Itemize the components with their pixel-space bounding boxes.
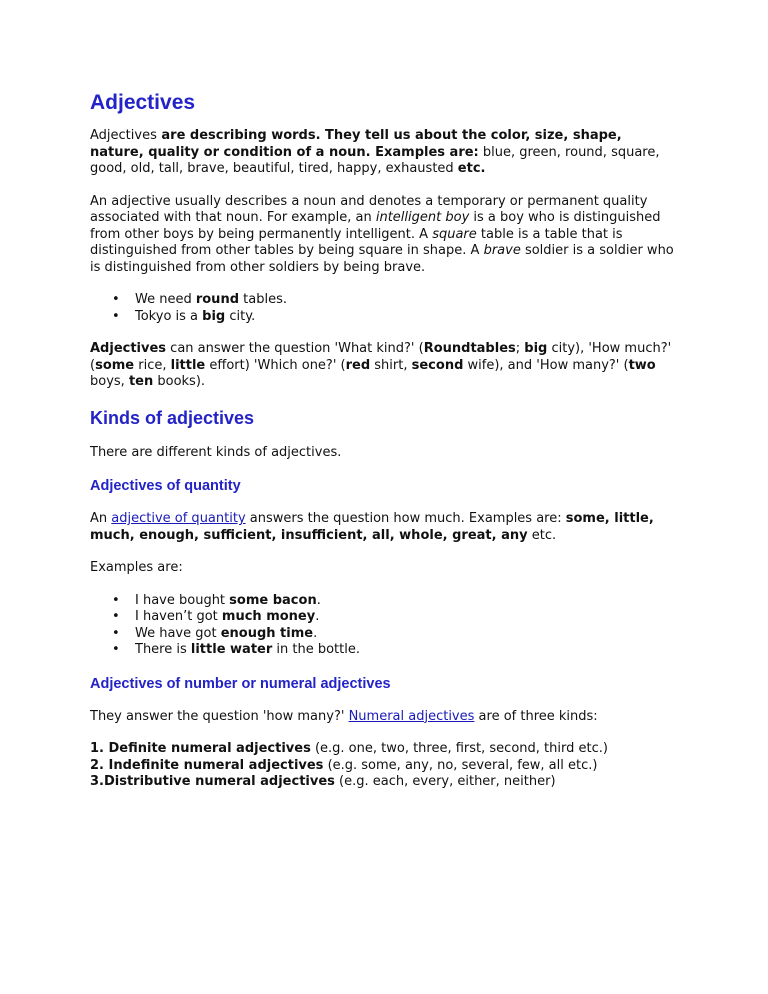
list-item: • I have bought some bacon. bbox=[112, 592, 321, 608]
example-list-1 bbox=[90, 292, 678, 325]
list-item: 1. Definite numeral adjectives (e.g. one, two, three, first, second, third etc.) bbox=[90, 741, 608, 756]
example-list-2 bbox=[90, 593, 678, 659]
kinds-heading: Kinds of adjectives bbox=[90, 407, 255, 428]
quantity-paragraph: An adjective of quantity answers the question how much. Examples are: some, little, much, enough, sufficient, insufficient, all, whole, great, any etc. bbox=[90, 511, 654, 543]
bullet-icon: • bbox=[112, 609, 120, 624]
list-item: 2. Indefinite numeral adjectives (e.g. some, any, no, several, few, all etc.) bbox=[90, 757, 598, 773]
questions-paragraph: Adjectives can answer the question 'What kind?' (Roundtables; big city), 'How much?' (some rice, little effort) 'Which one?' (red shirt, second wife), and 'How many?' (two boys, ten books). bbox=[90, 341, 672, 389]
number-paragraph: They answer the question 'how many?' Numeral adjectives are of three kinds: bbox=[90, 708, 598, 724]
intro-paragraph: Adjectives are describing words. They tell us about the color, size, shape, nature, quality or condition of a noun. Examples are: blue, green, round, square, good, old, tall, brave, beautiful, tired, happy, exhausted etc. bbox=[90, 128, 660, 176]
list-item: • Tokyo is a big city. bbox=[112, 308, 256, 324]
list-item: • We have got enough time. bbox=[112, 625, 318, 641]
bullet-icon: • bbox=[112, 308, 120, 324]
bullet-icon: • bbox=[112, 625, 120, 641]
numeral-kinds-list bbox=[90, 741, 678, 791]
list-item: 3.Distributive numeral adjectives (e.g. each, every, either, neither) bbox=[90, 774, 556, 789]
bullet-icon: • bbox=[112, 642, 120, 657]
kinds-text: There are different kinds of adjectives. bbox=[90, 444, 342, 460]
list-item: • I haven’t got much money. bbox=[112, 609, 320, 624]
bullet-icon: • bbox=[112, 292, 120, 307]
number-heading: Adjectives of number or numeral adjectives bbox=[90, 675, 391, 692]
adjective-of-quantity-link[interactable]: adjective of quantity bbox=[111, 511, 246, 526]
list-item: • There is little water in the bottle. bbox=[112, 642, 360, 657]
list-item: • We need round tables. bbox=[112, 292, 287, 307]
numeral-adjectives-link[interactable]: Numeral adjectives bbox=[348, 708, 475, 724]
quantity-heading: Adjectives of quantity bbox=[90, 478, 241, 494]
page-title: Adjectives bbox=[90, 91, 196, 114]
examples-label: Examples are: bbox=[90, 560, 183, 575]
bullet-icon: • bbox=[112, 592, 120, 608]
definition-paragraph: An adjective usually describes a noun and denotes a temporary or permanent quality associated with that noun. For example, an intelligent boy is a boy who is distinguished from other boys by being permanently intelligent. A square table is a table that is distinguished from other tables by being square in shape. A brave soldier is a soldier who is distinguished from other soldiers by being brave. bbox=[90, 193, 674, 275]
